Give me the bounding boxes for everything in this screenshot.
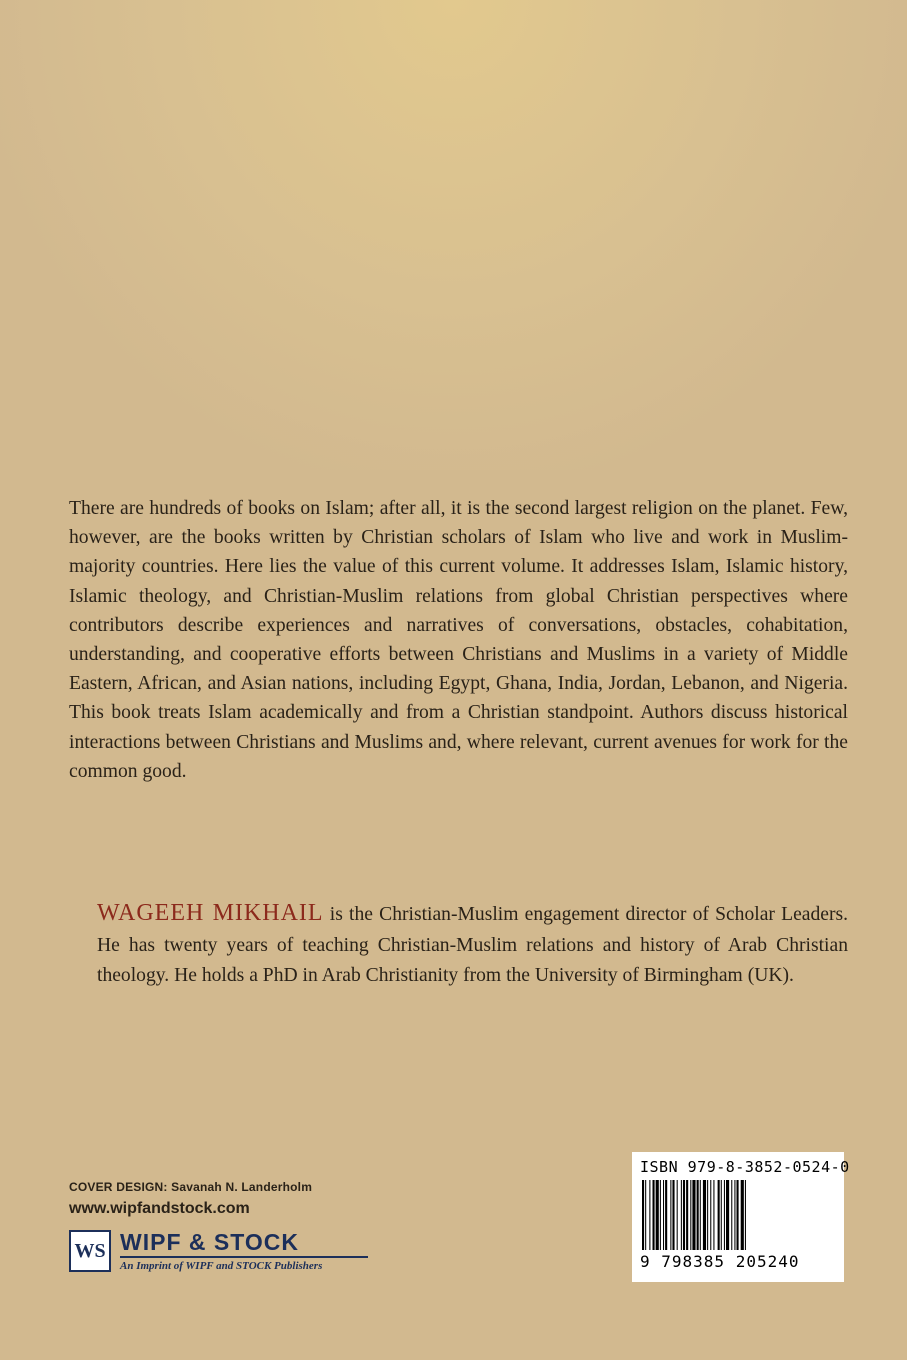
barcode-bar xyxy=(677,1180,678,1250)
barcode-bar xyxy=(660,1180,661,1250)
barcode-bar xyxy=(718,1180,720,1250)
cover-ornament-illustration xyxy=(0,0,907,470)
credits-block xyxy=(69,1180,399,1272)
barcode-bar xyxy=(663,1180,664,1250)
cover-design-credit xyxy=(69,1180,399,1194)
barcode-bar xyxy=(642,1180,644,1250)
barcode-bar xyxy=(745,1180,746,1250)
publisher-logo xyxy=(69,1230,399,1272)
publisher-name: WIPF & STOCK xyxy=(120,1229,299,1255)
barcode-bar xyxy=(700,1180,701,1250)
barcode-bar xyxy=(731,1180,732,1250)
barcode-bar xyxy=(690,1180,691,1250)
barcode-bar xyxy=(697,1180,699,1250)
barcode-bar xyxy=(707,1180,708,1250)
publisher-imprint: An Imprint of WIPF and STOCK Publishers xyxy=(120,1260,323,1272)
cover-design-label: COVER DESIGN: xyxy=(69,1180,168,1194)
barcode-bar xyxy=(692,1180,695,1250)
barcode-bar xyxy=(713,1180,714,1250)
barcode-bar xyxy=(726,1180,729,1250)
barcode-bar xyxy=(703,1180,706,1250)
publisher-divider xyxy=(120,1256,368,1258)
isbn-label: ISBN 979-8-3852-0524-0 xyxy=(640,1158,850,1176)
barcode-bar xyxy=(649,1180,650,1250)
book-description: There are hundreds of books on Islam; after all, it is the second largest religion on the planet. Few, however, are the books written by Christian scholars of Islam who live and work in Muslim-majority countries. Here lies the value of this current volume. It addresses Islam, Islamic history, Islamic theology, and Christian-Muslim relations from global Christian perspectives where contributors describe experiences and narratives of conversations, obstacles, cohabitation, understanding, and cooperative efforts between Christians and Muslims in a variety of Middle Eastern, African, and Asian nations, including Egypt, Ghana, India, Jordan, Lebanon, and Nigeria. This book treats Islam academically and from a Christian standpoint. Authors discuss historical interactions between Christians and Muslims and, where relevant, current avenues for work for the common good. xyxy=(69,498,848,782)
cover-designer: Savanah N. Landerholm xyxy=(171,1180,313,1194)
author-name: WAGEEH MIKHAIL xyxy=(97,900,324,926)
barcode-bar xyxy=(710,1180,711,1250)
ws-logo-icon: WS xyxy=(69,1230,111,1272)
barcode-bar xyxy=(672,1180,674,1250)
isbn-barcode xyxy=(632,1152,850,1282)
barcode-bar xyxy=(737,1180,739,1250)
barcode-bar xyxy=(686,1180,688,1250)
barcode-bar xyxy=(681,1180,682,1250)
barcode-bar xyxy=(721,1180,722,1250)
barcode-bar xyxy=(734,1180,735,1250)
barcode-bar xyxy=(656,1180,659,1250)
barcode-bar xyxy=(724,1180,725,1250)
barcode-bar xyxy=(665,1180,667,1250)
publisher-website: www.wipfandstock.com xyxy=(69,1200,250,1217)
barcode-digits: 9 798385 205240 xyxy=(640,1252,800,1271)
barcode-bar xyxy=(683,1180,685,1250)
author-bio-text: is the Christian-Muslim engagement director of Scholar Leaders. He has twenty years of teaching Christian-Muslim relations and history of Arab Christian theology. He holds a PhD in Arab Christianity from the University of Birmingham (UK). xyxy=(97,904,849,986)
barcode-bar xyxy=(741,1180,744,1250)
barcode-bar xyxy=(670,1180,671,1250)
barcode-bar xyxy=(653,1180,655,1250)
barcode-bars xyxy=(640,1180,836,1250)
barcode-bar xyxy=(645,1180,646,1250)
author-bio xyxy=(97,898,848,992)
